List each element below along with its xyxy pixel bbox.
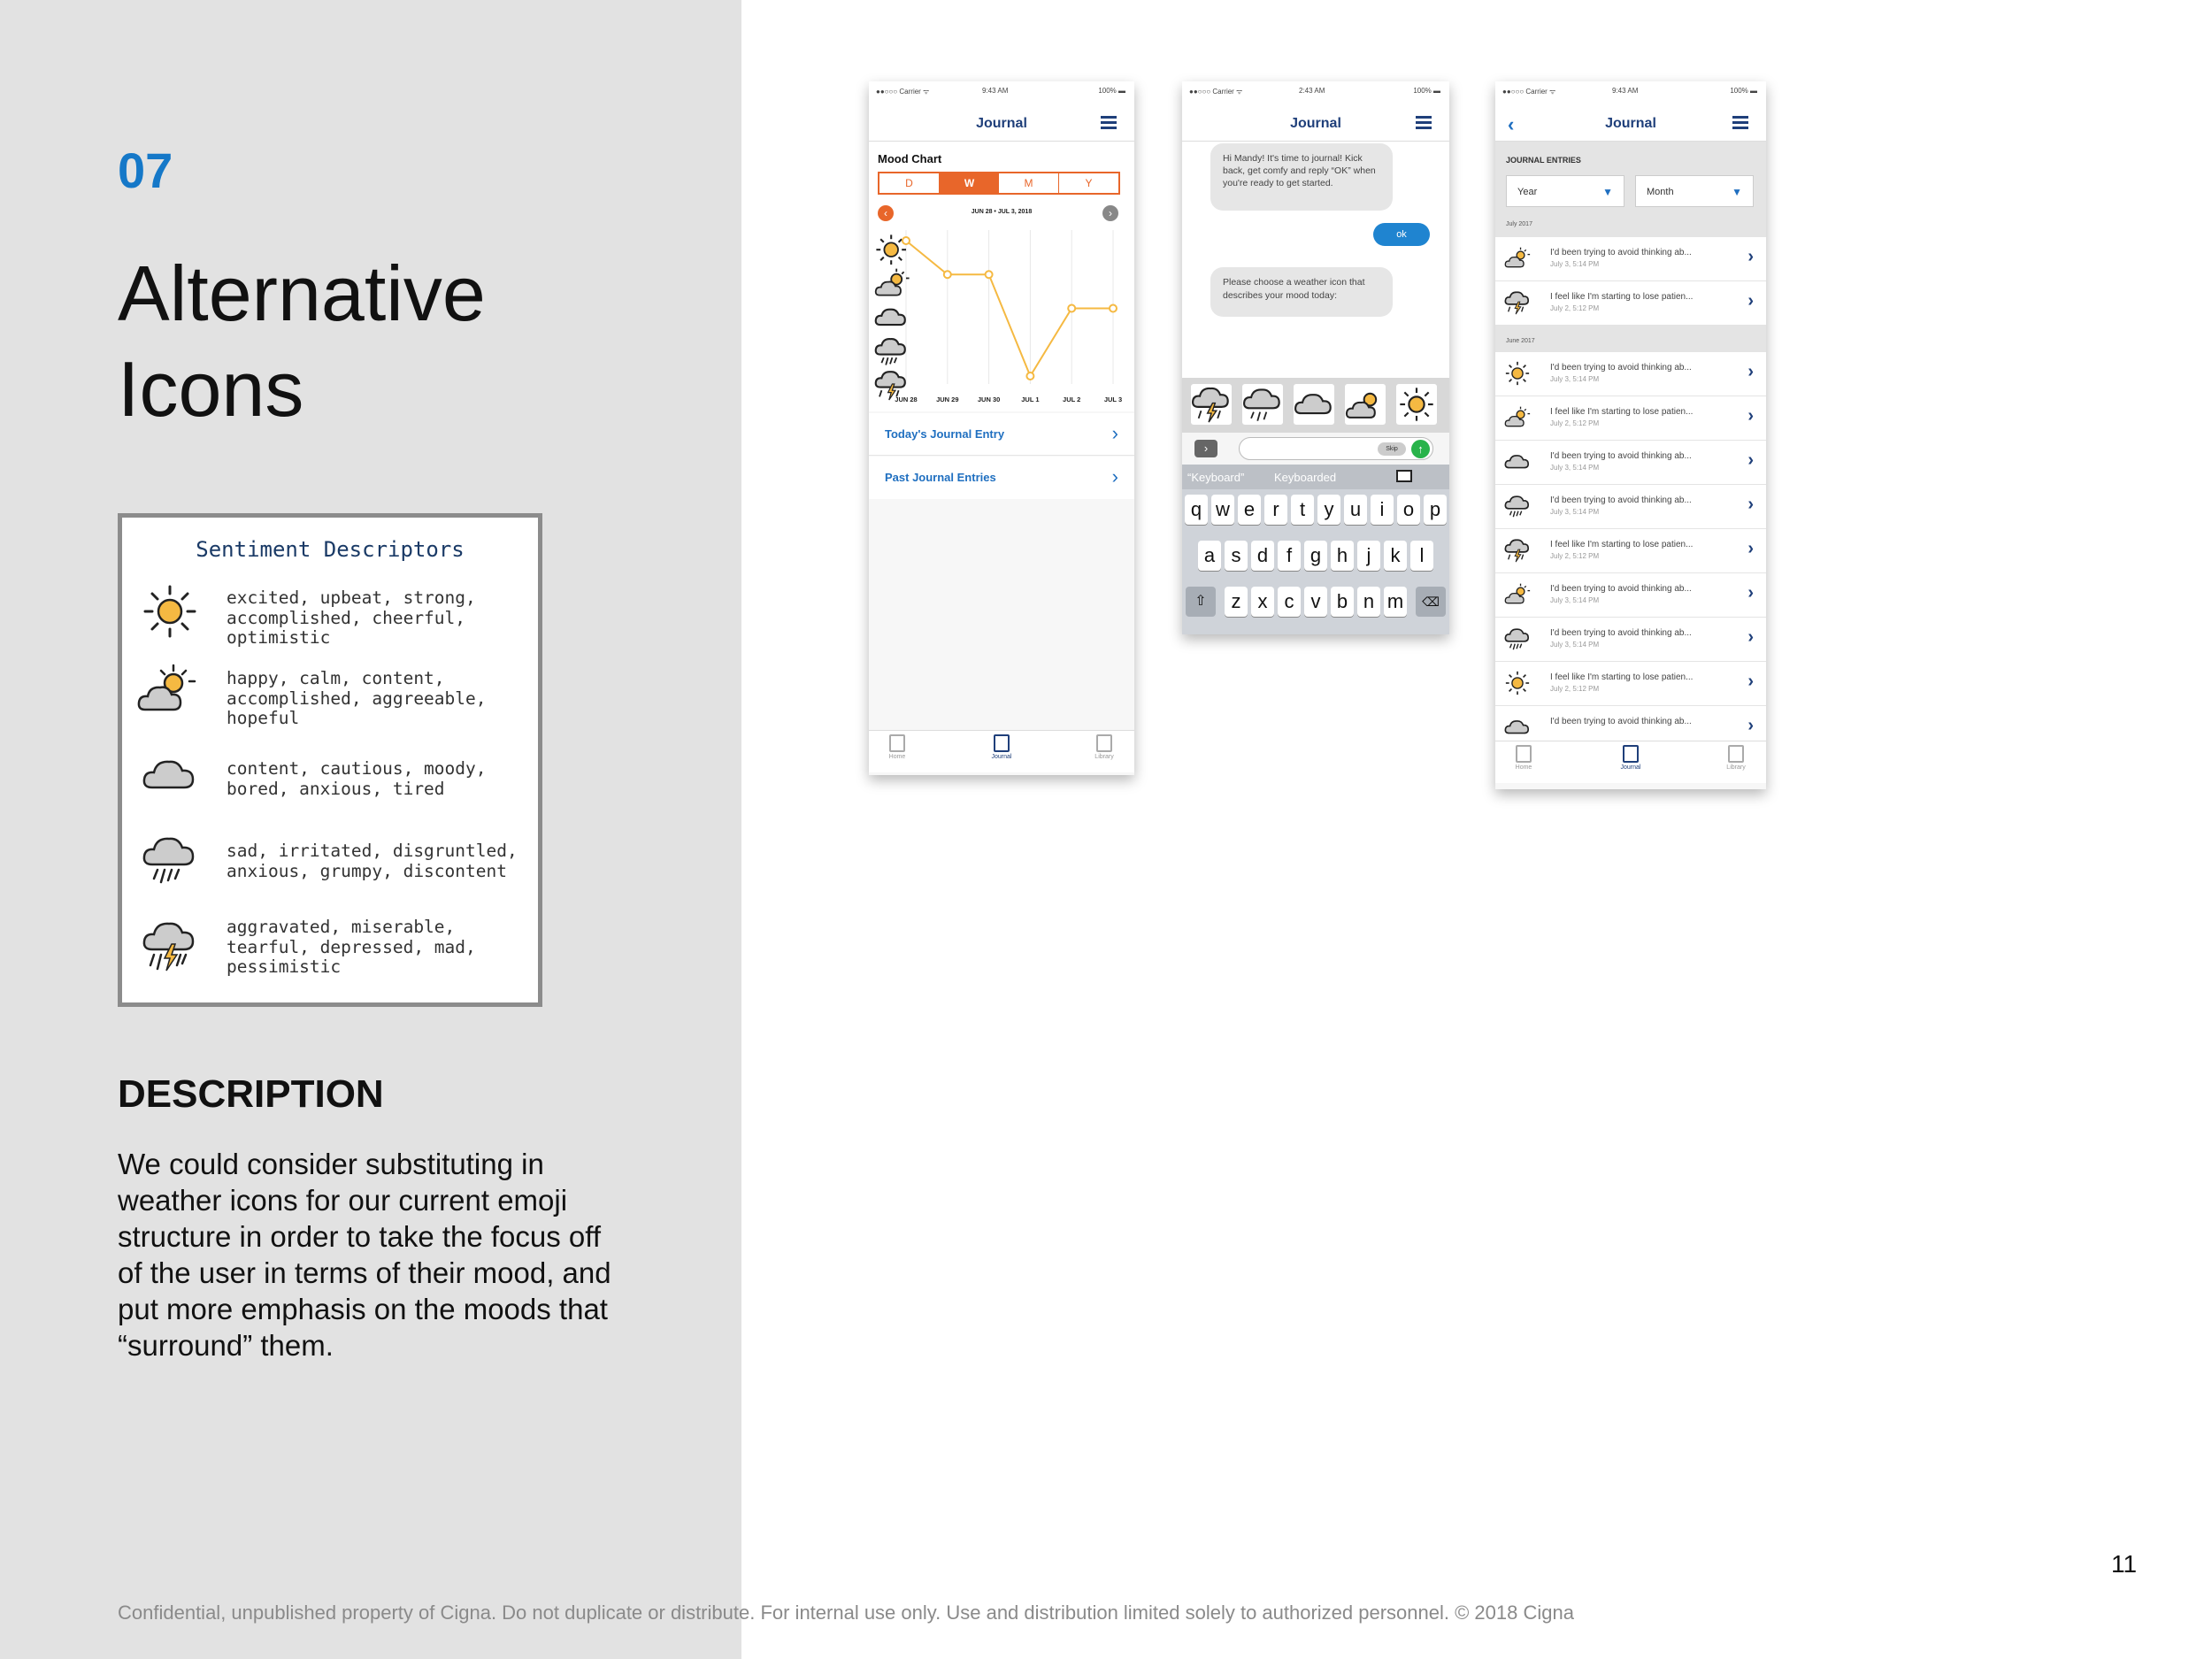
sentiment-text: sad, irritated, disgruntled, anxious, grumpy, discontent — [227, 841, 518, 881]
key[interactable]: u — [1344, 495, 1367, 525]
tab-label: Home — [888, 754, 906, 760]
chevron-right-icon: › — [1747, 716, 1754, 735]
input-bar — [1182, 433, 1449, 465]
entry-text: I'd been trying to avoid thinking ab... — [1550, 628, 1692, 638]
nav-bar — [869, 101, 1134, 142]
tab-day[interactable]: D — [879, 173, 940, 193]
mood-point[interactable] — [986, 271, 993, 278]
message-input[interactable] — [1239, 437, 1433, 460]
entry-date: July 3, 5:14 PM — [1550, 464, 1600, 472]
sentiment-title: Sentiment Descriptors — [196, 537, 465, 562]
left-panel — [0, 0, 741, 1659]
tab-label: Library — [1726, 764, 1746, 771]
chevron-right-icon: › — [1747, 247, 1754, 266]
cloud-icon[interactable] — [1294, 384, 1334, 425]
journal-entry-row[interactable] — [1495, 485, 1766, 529]
journal-entry-row[interactable] — [1495, 618, 1766, 662]
journal-entry-row[interactable] — [1495, 396, 1766, 441]
library-icon — [1096, 734, 1112, 752]
group-header: July 2017 — [1506, 221, 1532, 227]
sun-icon[interactable] — [1396, 384, 1437, 425]
entry-text: I'd been trying to avoid thinking ab... — [1550, 717, 1692, 726]
journal-entry-row[interactable] — [1495, 237, 1766, 281]
tab-home[interactable] — [871, 734, 924, 760]
entry-date: July 3, 5:14 PM — [1550, 508, 1600, 516]
partly-cloudy-icon — [1504, 404, 1531, 435]
journal-entry-row[interactable] — [1495, 441, 1766, 485]
tab-label: Journal — [1620, 764, 1641, 771]
storm-icon[interactable] — [1191, 384, 1232, 425]
tab-week[interactable]: W — [940, 173, 999, 193]
mood-line-chart — [869, 223, 1134, 409]
partly-cloudy-icon — [136, 662, 196, 718]
key[interactable]: p — [1424, 495, 1447, 525]
cloud-icon — [142, 752, 198, 796]
key[interactable]: z — [1225, 587, 1248, 617]
tab-month[interactable]: M — [999, 173, 1059, 193]
key[interactable]: m — [1384, 587, 1407, 617]
mood-point[interactable] — [1068, 305, 1075, 312]
key[interactable]: d — [1251, 541, 1274, 571]
entry-text: I'd been trying to avoid thinking ab... — [1550, 363, 1692, 373]
home-icon — [1516, 745, 1532, 763]
chevron-right-icon: › — [1747, 406, 1754, 426]
carrier: ●●○○○ Carrier ᯤ — [1189, 88, 1243, 96]
x-tick-label: JUL 1 — [1021, 396, 1040, 403]
chevron-right-icon: › — [1747, 672, 1754, 691]
entry-text: I'd been trying to avoid thinking ab... — [1550, 451, 1692, 461]
phone-chat — [1182, 81, 1449, 634]
nav-bar — [1495, 101, 1766, 142]
chevron-right-icon: › — [1747, 495, 1754, 514]
rain-icon — [1504, 493, 1531, 524]
title-line-2: Icons — [118, 345, 304, 433]
key[interactable]: v — [1304, 587, 1327, 617]
key[interactable]: n — [1357, 587, 1380, 617]
key[interactable]: r — [1264, 495, 1287, 525]
bot-message: Please choose a weather icon that describes your mood today: — [1210, 267, 1393, 317]
mood-point[interactable] — [902, 237, 910, 244]
entry-text: I'd been trying to avoid thinking ab... — [1550, 584, 1692, 594]
nav-title: Journal — [1290, 116, 1341, 131]
shift-key[interactable]: ⇧ — [1186, 587, 1216, 617]
sentiment-text: excited, upbeat, strong, accomplished, cheerful, optimistic — [227, 588, 476, 648]
entry-date: July 3, 5:14 PM — [1550, 596, 1600, 604]
key[interactable]: q — [1185, 495, 1208, 525]
tab-home[interactable] — [1497, 745, 1550, 771]
clock: 9:43 AM — [1612, 87, 1639, 95]
entry-text: I feel like I'm starting to lose patien... — [1550, 292, 1694, 302]
back-arrow-icon[interactable]: ‹ — [1508, 113, 1515, 135]
chevron-right-icon: › — [1747, 539, 1754, 558]
rain-icon — [876, 339, 905, 365]
mood-point[interactable] — [1110, 305, 1117, 312]
bot-message: Hi Mandy! It's time to journal! Kick back, get comfy and reply “OK” when you're ready to get started. — [1210, 143, 1393, 211]
entry-date: July 2, 5:12 PM — [1550, 685, 1600, 693]
battery: 100% ▬ — [1730, 87, 1757, 95]
entry-text: I'd been trying to avoid thinking ab... — [1550, 248, 1692, 257]
key[interactable]: w — [1211, 495, 1234, 525]
journal-icon — [994, 734, 1010, 752]
rain-icon[interactable] — [1242, 384, 1283, 425]
partly-cloudy-icon[interactable] — [1345, 384, 1386, 425]
tab-journal[interactable] — [975, 734, 1028, 760]
phone-mood-chart — [869, 81, 1134, 775]
keyboard — [1182, 465, 1449, 634]
library-icon — [1728, 745, 1744, 763]
key[interactable]: o — [1397, 495, 1420, 525]
tab-library[interactable] — [1078, 734, 1131, 760]
nav-title: Journal — [976, 116, 1027, 131]
partly-cloudy-icon — [1504, 245, 1531, 276]
key[interactable]: y — [1317, 495, 1340, 525]
section-number: 07 — [118, 142, 173, 198]
storm-icon — [1504, 289, 1531, 320]
link-label: Today's Journal Entry — [885, 427, 1005, 441]
journal-entry-row[interactable] — [1495, 529, 1766, 573]
key[interactable]: k — [1384, 541, 1407, 571]
entry-text: I feel like I'm starting to lose patien... — [1550, 672, 1694, 682]
link-label: Past Journal Entries — [885, 471, 996, 484]
key[interactable]: j — [1357, 541, 1380, 571]
chevron-right-icon: › — [1747, 450, 1754, 470]
mood-chart-label: Mood Chart — [878, 152, 942, 165]
entry-text: I feel like I'm starting to lose patien... — [1550, 540, 1694, 549]
key[interactable]: x — [1251, 587, 1274, 617]
home-icon — [889, 734, 905, 752]
key-row — [1185, 495, 1447, 525]
expand-button[interactable]: › — [1194, 440, 1217, 457]
carrier: ●●○○○ Carrier ᯤ — [1502, 88, 1556, 96]
journal-entry-row[interactable] — [1495, 573, 1766, 618]
mood-point[interactable] — [1026, 373, 1033, 380]
sentiment-descriptors-box — [118, 513, 542, 1007]
past-entries-link[interactable] — [869, 457, 1134, 499]
description-body: We could consider substituting in weather icons for our current emoji structure in order to take the focus off of the user in terms of their mood, and put more emphasis on the moods that “surround” them. — [118, 1148, 611, 1362]
tab-label: Journal — [991, 754, 1012, 760]
key[interactable]: g — [1304, 541, 1327, 571]
journal-entry-row[interactable] — [1495, 281, 1766, 326]
sun-icon — [1504, 670, 1531, 701]
month-select[interactable] — [1635, 175, 1754, 207]
suggestion[interactable]: “Keyboard” — [1187, 471, 1245, 484]
entry-date: July 3, 5:14 PM — [1550, 260, 1600, 268]
battery: 100% ▬ — [1098, 87, 1125, 95]
chevron-right-icon: › — [1747, 291, 1754, 311]
entry-date: July 3, 5:14 PM — [1550, 375, 1600, 383]
chevron-down-icon: ▼ — [1732, 186, 1742, 198]
x-tick-label: JUN 30 — [977, 396, 1001, 403]
piano-icon[interactable] — [1396, 470, 1412, 482]
sentiment-text: happy, calm, content, accomplished, aggreeable, hopeful — [227, 668, 487, 728]
cloud-icon — [876, 310, 905, 325]
footer-confidential: Confidential, unpublished property of Cigna. Do not duplicate or distribute. For internal use only. Use and distribution limited solely to authorized personnel. © 2018 Cigna — [118, 1601, 1574, 1624]
key[interactable]: l — [1410, 541, 1433, 571]
chevron-right-icon: › — [1111, 465, 1118, 488]
tab-year[interactable]: Y — [1085, 177, 1093, 189]
user-reply: ok — [1373, 223, 1430, 246]
entry-text: I'd been trying to avoid thinking ab... — [1550, 495, 1692, 505]
filter-panel — [1495, 142, 1766, 214]
title-line-1: Alternative — [118, 250, 486, 337]
chevron-right-icon: › — [1747, 583, 1754, 603]
tab-bar — [869, 730, 1134, 772]
status-bar — [1182, 81, 1449, 101]
key[interactable]: b — [1331, 587, 1354, 617]
entry-date: July 3, 5:14 PM — [1550, 641, 1600, 649]
x-tick-label: JUN 28 — [895, 396, 918, 403]
select-value: Year — [1517, 187, 1538, 197]
status-bar — [869, 81, 1134, 101]
entry-date: July 2, 5:12 PM — [1550, 419, 1600, 427]
journal-entry-row[interactable] — [1495, 352, 1766, 396]
key-row — [1225, 587, 1407, 617]
sun-icon — [876, 234, 906, 265]
key[interactable]: t — [1291, 495, 1314, 525]
entry-date: July 2, 5:12 PM — [1550, 304, 1600, 312]
sun-icon — [1504, 360, 1531, 391]
skip-button[interactable]: Skip — [1378, 442, 1406, 456]
backspace-key[interactable]: ⌫ — [1416, 587, 1446, 617]
page-number: 11 — [2111, 1550, 2138, 1578]
sentiment-text: content, cautious, moody, bored, anxious, tired — [227, 758, 487, 799]
chevron-right-icon: › — [1111, 422, 1118, 444]
todays-entry-link[interactable] — [869, 413, 1134, 456]
nav-title: Journal — [1605, 116, 1656, 131]
select-value: Month — [1647, 187, 1674, 197]
key[interactable]: e — [1238, 495, 1261, 525]
page-title — [118, 246, 486, 437]
chevron-down-icon: ▼ — [1602, 186, 1613, 198]
tab-label: Home — [1515, 764, 1532, 771]
key-row — [1198, 541, 1433, 571]
icon-picker — [1182, 378, 1449, 433]
prev-week-button[interactable]: ‹ — [878, 205, 894, 221]
section-label: JOURNAL ENTRIES — [1506, 156, 1581, 165]
carrier: ●●○○○ Carrier ᯤ — [876, 88, 930, 96]
tab-label: Library — [1094, 754, 1114, 760]
chevron-right-icon: › — [1747, 362, 1754, 381]
suggestion[interactable]: Keyboarded — [1274, 471, 1337, 484]
mood-point[interactable] — [944, 271, 951, 278]
storm-icon — [142, 918, 198, 974]
mood-chart-card — [869, 142, 1134, 411]
sun-icon — [142, 583, 198, 640]
key[interactable]: s — [1225, 541, 1248, 571]
nav-bar — [1182, 101, 1449, 142]
battery: 100% ▬ — [1413, 87, 1440, 95]
range-tabs — [878, 172, 1120, 195]
group-header: June 2017 — [1506, 338, 1535, 344]
x-tick-label: JUL 2 — [1063, 396, 1081, 403]
x-tick-label: JUL 3 — [1103, 396, 1123, 403]
entry-date: July 2, 5:12 PM — [1550, 552, 1600, 560]
tab-library[interactable] — [1709, 745, 1763, 771]
menu-icon[interactable] — [1732, 116, 1748, 128]
date-range: JUN 28 • JUL 3, 2018 — [971, 209, 1033, 215]
cloud-icon — [1504, 714, 1531, 741]
rain-icon — [1504, 626, 1531, 657]
key[interactable]: i — [1371, 495, 1394, 525]
next-week-button[interactable]: › — [1102, 205, 1118, 221]
phone-journal-entries — [1495, 81, 1766, 789]
menu-icon[interactable] — [1416, 116, 1432, 128]
cloud-icon — [1504, 449, 1531, 480]
menu-icon[interactable] — [1101, 116, 1117, 128]
key[interactable]: h — [1331, 541, 1354, 571]
partly-cloudy-icon — [876, 269, 910, 296]
clock: 9:43 AM — [982, 87, 1009, 95]
tab-journal[interactable] — [1604, 745, 1657, 771]
chevron-right-icon: › — [1747, 627, 1754, 647]
status-bar — [1495, 81, 1766, 101]
suggestion-bar — [1182, 465, 1449, 489]
clock: 2:43 AM — [1299, 87, 1325, 95]
send-arrow-icon[interactable]: ↑ — [1411, 440, 1430, 458]
key[interactable]: c — [1278, 587, 1301, 617]
key[interactable]: a — [1198, 541, 1221, 571]
journal-entry-row[interactable] — [1495, 706, 1766, 741]
year-select[interactable] — [1506, 175, 1624, 207]
tab-bar — [1495, 741, 1766, 783]
key[interactable]: f — [1278, 541, 1301, 571]
journal-entry-row[interactable] — [1495, 662, 1766, 706]
rain-icon — [142, 831, 198, 887]
sentiment-text: aggravated, miserable, tearful, depressed, mad, pessimistic — [227, 917, 476, 977]
journal-icon — [1623, 745, 1639, 763]
entry-text: I feel like I'm starting to lose patien... — [1550, 407, 1694, 417]
mood-line — [906, 241, 1113, 376]
partly-cloudy-icon — [1504, 581, 1531, 612]
description-heading: DESCRIPTION — [118, 1072, 384, 1116]
storm-icon — [1504, 537, 1531, 568]
journal-list — [1495, 214, 1766, 741]
x-tick-label: JUN 29 — [936, 396, 959, 403]
